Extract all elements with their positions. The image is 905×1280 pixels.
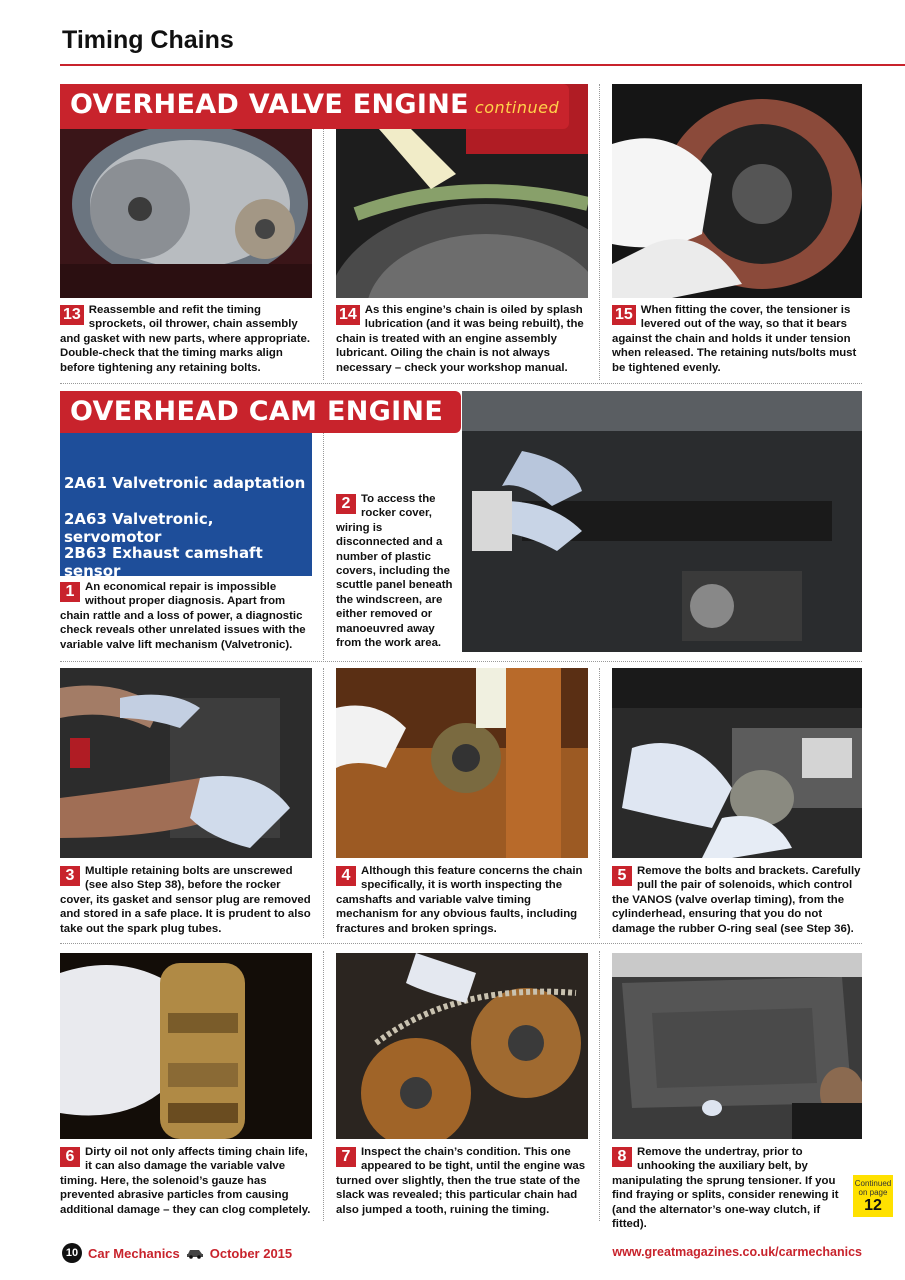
- diagnostic-line: 2A63 Valvetronic, servomotor: [64, 510, 214, 546]
- step-8-caption: 8 Remove the undertray, prior to unhooking the auxiliary belt, by manipulating the sprung tensioner. If you find fraying or splits, consider renewing it (and the alternator’s one-way clutch, if fitted).: [612, 1146, 839, 1231]
- on-page-label: on page: [858, 1188, 888, 1197]
- page-title: Timing Chains: [62, 26, 234, 54]
- step-number: 14: [336, 305, 360, 325]
- cover-fitting-illustration: [612, 84, 862, 298]
- step-number: 7: [336, 1147, 356, 1167]
- photo-step-2: [462, 391, 862, 652]
- continued-label: Continued: [854, 1179, 892, 1188]
- section-banner-ohv: [60, 84, 569, 129]
- divider: [599, 951, 600, 1221]
- timing-chain-illustration: [336, 953, 588, 1139]
- continued-on-page-box[interactable]: [853, 1175, 893, 1217]
- step-13-caption: 13 Reassemble and refit the timing sprockets, oil thrower, chain assembly and gasket with new parts, where appropriate. Double-check that the timing marks align before tightening any retaining bolts.: [60, 304, 311, 374]
- divider: [60, 943, 862, 944]
- divider: [60, 661, 862, 662]
- step-number: 5: [612, 866, 632, 886]
- section-title: OVERHEAD VALVE ENGINE: [70, 89, 469, 120]
- rocker-cover-illustration: [60, 668, 312, 858]
- photo-step-15: [612, 84, 862, 298]
- divider: [599, 668, 600, 938]
- step-number: 4: [336, 866, 356, 886]
- step-number: 8: [612, 1147, 632, 1167]
- car-icon: [186, 1247, 204, 1259]
- step-number: 3: [60, 866, 80, 886]
- undertray-illustration: [612, 953, 862, 1139]
- step-15-caption: 15 When fitting the cover, the tensioner is levered out of the way, so that it bears against the chain and holds it under tension when released. The retaining nuts/bolts must be tightened evenly.: [612, 304, 857, 374]
- divider: [323, 668, 324, 938]
- header-rule: [60, 64, 905, 66]
- diagnostic-screen: [60, 430, 312, 580]
- engine-bay-illustration: [462, 391, 862, 652]
- camshaft-illustration: [336, 668, 588, 858]
- divider: [323, 430, 324, 660]
- step-7-caption: 7 Inspect the chain’s condition. This one appeared to be tight, until the engine was turned over slightly, then the true state of the slack was revealed; this particular chain had also jumped a tooth, ruining the timing.: [336, 1146, 586, 1216]
- continued-page-number: 12: [864, 1197, 882, 1214]
- step-number: 13: [60, 305, 84, 325]
- magazine-name: Car Mechanics: [88, 1245, 180, 1261]
- divider: [323, 951, 324, 1221]
- step-5-caption: 5 Remove the bolts and brackets. Carefully pull the pair of solenoids, which control the VANOS (valve overlap timing), from the cylinderhead, ensuring that you do not damage the rubber O-ring seal (see Step 36).: [612, 865, 861, 935]
- photo-step-3: [60, 668, 312, 858]
- photo-step-4: [336, 668, 588, 858]
- step-number: 6: [60, 1147, 80, 1167]
- photo-step-6: [60, 953, 312, 1139]
- section-title: OVERHEAD CAM ENGINE: [70, 396, 444, 427]
- photo-step-8: [612, 953, 862, 1139]
- diagnostic-line: 2B63 Exhaust camshaft sensor: [64, 544, 263, 580]
- photo-step-7: [336, 953, 588, 1139]
- divider: [60, 383, 862, 384]
- divider: [599, 84, 600, 380]
- diagnostic-line: 2A61 Valvetronic adaptation: [64, 474, 306, 492]
- section-banner-ohc: [60, 391, 461, 433]
- photo-step-5: [612, 668, 862, 858]
- step-3-caption: 3 Multiple retaining bolts are unscrewed (see also Step 38), before the rocker cover, its gasket and sensor plug are removed and stored in a safe place. It is prudent to also take out the spark plug tubes.: [60, 865, 311, 935]
- step-number: 2: [336, 494, 356, 514]
- step-14-caption: 14 As this engine’s chain is oiled by splash lubrication (and it was being rebuilt), the chain is treated with an engine assembly lubricant. Oiling the chain is not always necessary – check your workshop manual.: [336, 304, 584, 374]
- step-2-caption: 2 To access the rocker cover, wiring is disconnected and a number of plastic covers, including the scuttle panel beneath the windscreen, are either removed or manoeuvred away from the work area.: [336, 493, 453, 650]
- continued-label: continued: [474, 98, 560, 117]
- step-4-caption: 4 Although this feature concerns the chain specifically, it is worth inspecting the camshafts and variable valve timing mechanism for any obvious faults, including fractures and broken springs.: [336, 865, 583, 935]
- solenoid-removal-illustration: [612, 668, 862, 858]
- step-number: 15: [612, 305, 636, 325]
- footer-left: [62, 1243, 292, 1263]
- step-number: 1: [60, 582, 80, 602]
- step-6-caption: 6 Dirty oil not only affects timing chain life, it can also damage the variable valve timing. Here, the solenoid’s gauze has prevented abrasive particles from causing additional damage – they can clog completely.: [60, 1146, 311, 1216]
- footer-url[interactable]: www.greatmagazines.co.uk/carmechanics: [612, 1245, 862, 1259]
- step-1-caption: 1 An economical repair is impossible without proper diagnosis. Apart from chain rattle and a loss of power, a diagnostic check reveals other unrelated issues with the variable valve lift mechanism (Valvetronic).: [60, 581, 306, 651]
- issue-date: October 2015: [209, 1245, 293, 1261]
- solenoid-gauze-illustration: [60, 953, 312, 1139]
- page-number: 10: [62, 1243, 82, 1263]
